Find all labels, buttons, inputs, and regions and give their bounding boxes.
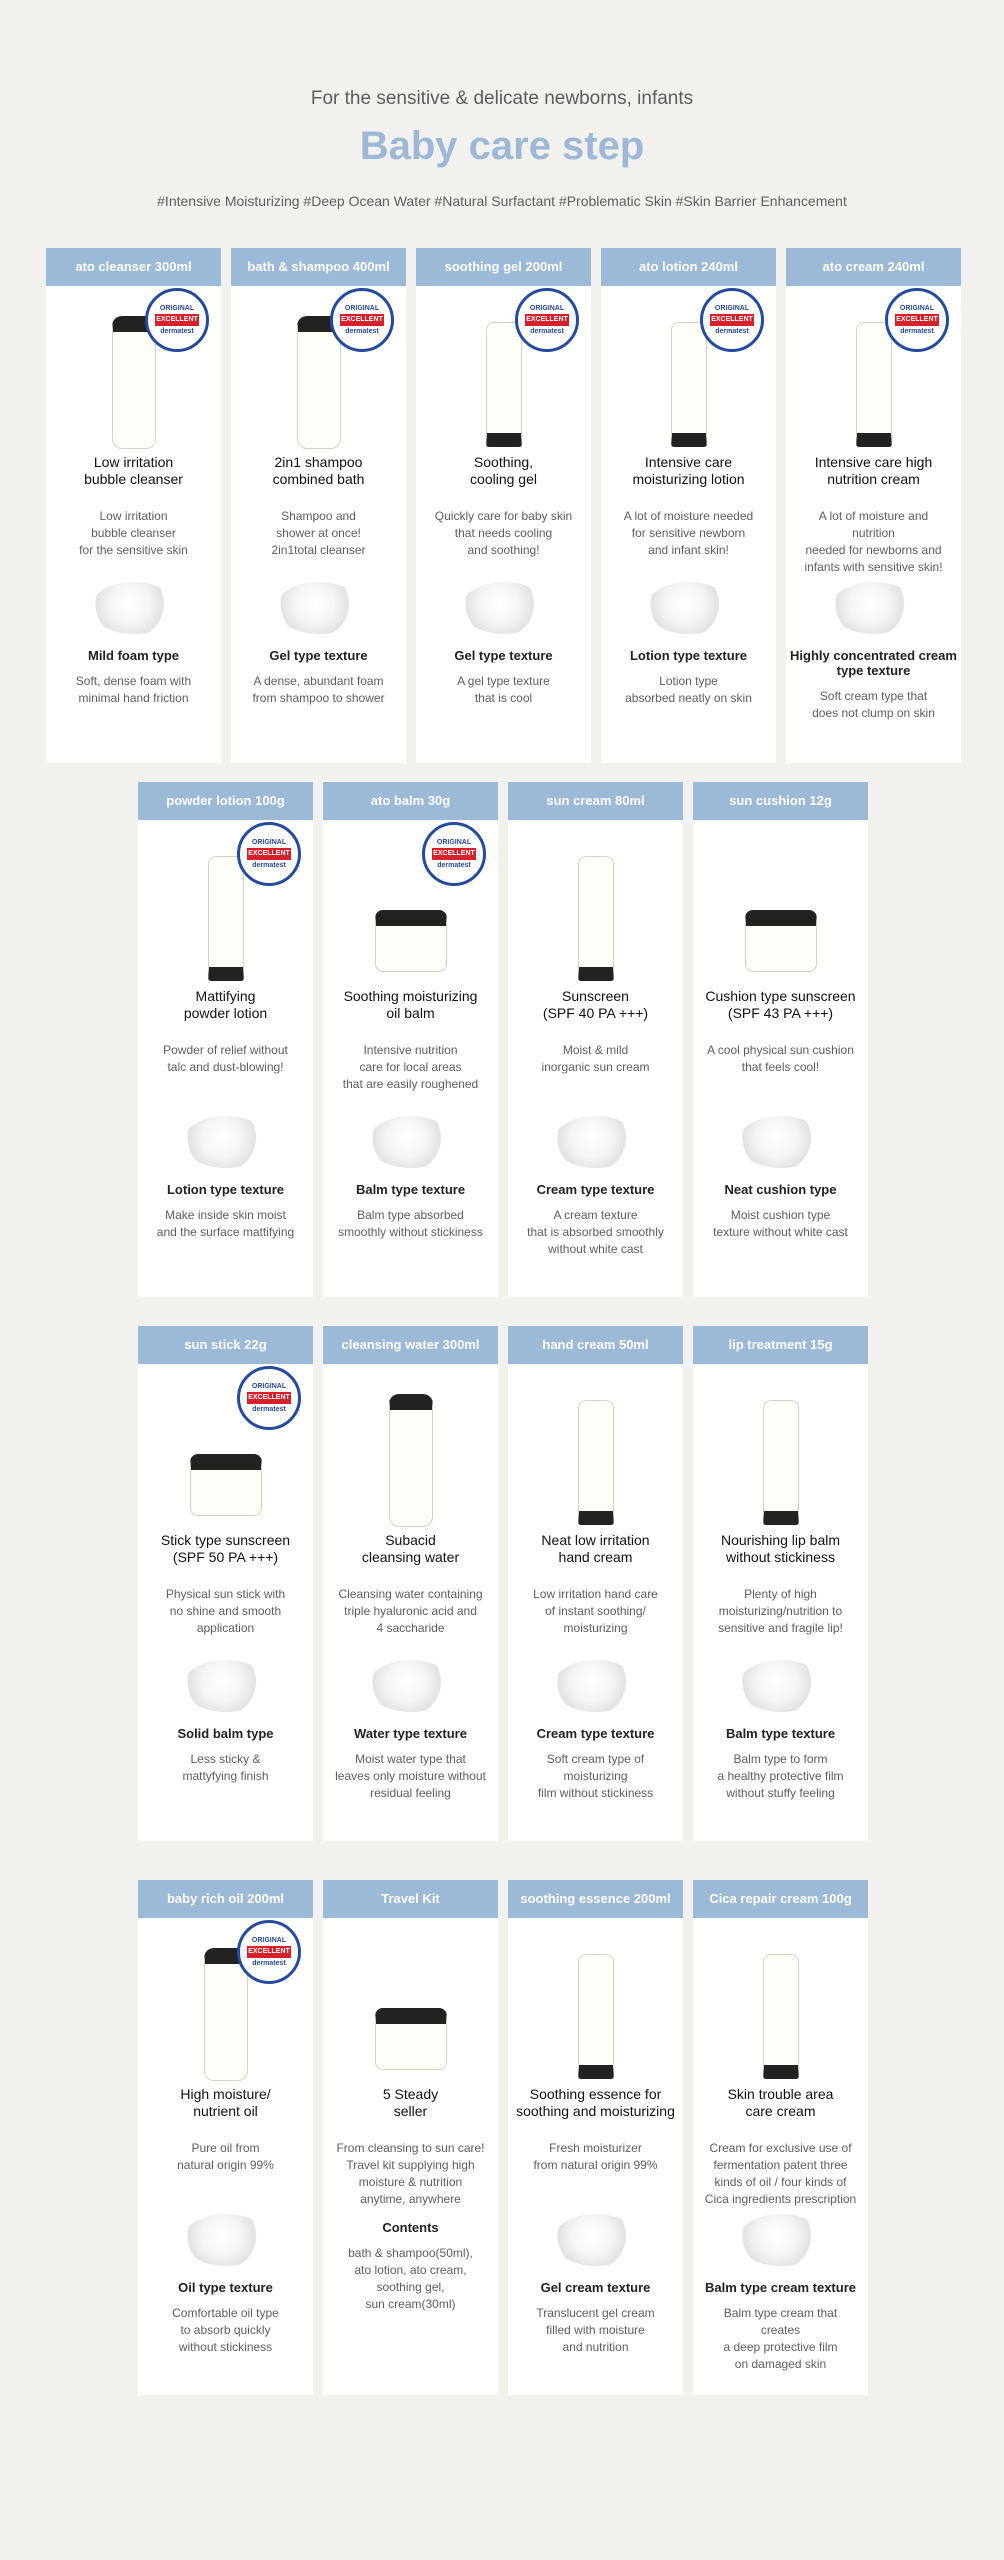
product-image — [138, 828, 313, 978]
product-image — [508, 1372, 683, 1522]
texture-name: Gel type texture — [454, 648, 553, 663]
badge-middle: EXCELLENT — [432, 848, 476, 860]
product-name: Stick type sunscreen (SPF 50 PA +++) — [160, 1532, 291, 1565]
dermatest-badge-icon — [330, 288, 394, 352]
product-label: ato balm 30g — [323, 782, 498, 820]
texture-name: Cream type texture — [536, 1182, 655, 1197]
texture-description: Balm type cream that creates a deep protective film on damaged skin — [723, 2306, 838, 2371]
product-card — [138, 1880, 313, 2395]
texture-name: Neat cushion type — [724, 1182, 837, 1197]
product-label: ato cleanser 300ml — [46, 248, 221, 286]
product-label: sun cushion 12g — [693, 782, 868, 820]
product-description: Cleansing water containing triple hyaluronic acid and 4 saccharide — [338, 1587, 483, 1635]
product-label: ato cream 240ml — [786, 248, 961, 286]
texture-swatch-icon — [553, 1660, 639, 1712]
badge-middle: EXCELLENT — [247, 1946, 291, 1958]
product-image — [693, 1926, 868, 2076]
product-image — [693, 828, 868, 978]
product-card — [508, 1880, 683, 2395]
product-card — [508, 782, 683, 1297]
header-tags: #Intensive Moisturizing #Deep Ocean Water #Natural Surfactant #Problematic Skin #Skin Barrier Enhancement — [157, 193, 847, 209]
product-name: 2in1 shampoo combined bath — [272, 454, 365, 487]
product-image — [693, 1372, 868, 1522]
product-description: Cream for exclusive use of fermentation patent three kinds of oil / four kinds of Cica ingredients prescription — [704, 2141, 857, 2206]
dermatest-badge-icon — [237, 1366, 301, 1430]
product-description: From cleansing to sun care! Travel kit supplying high moisture & nutrition anytime, anywhere — [336, 2141, 485, 2206]
product-bottle-icon — [389, 1394, 433, 1527]
texture-name: Gel cream texture — [540, 2280, 651, 2295]
header-title: Baby care step — [359, 124, 645, 168]
product-row-3 — [138, 1326, 868, 1841]
texture-swatch-icon — [738, 1116, 824, 1168]
texture-name: Lotion type texture — [629, 648, 747, 663]
texture-swatch-icon — [183, 2214, 269, 2266]
product-label: cleansing water 300ml — [323, 1326, 498, 1364]
product-card — [323, 1326, 498, 1841]
badge-top: ORIGINAL — [251, 1937, 287, 1944]
product-card — [323, 782, 498, 1297]
texture-swatch-icon — [368, 1116, 454, 1168]
product-tube-icon — [208, 856, 244, 981]
product-tube-icon — [671, 322, 707, 447]
product-description: Shampoo and shower at once! 2in1total cleanser — [271, 509, 366, 557]
product-image — [323, 1372, 498, 1522]
product-description: Quickly care for baby skin that needs cooling and soothing! — [434, 509, 573, 557]
badge-top: ORIGINAL — [344, 305, 380, 312]
texture-swatch-icon — [91, 582, 177, 634]
texture-description: Soft cream type that does not clump on skin — [812, 689, 935, 720]
texture-name: Balm type cream texture — [704, 2280, 856, 2295]
texture-name: Mild foam type — [87, 648, 179, 663]
header-subtitle: For the sensitive & delicate newborns, infants — [310, 88, 694, 109]
product-description: Intensive nutrition care for local areas that are easily roughened — [342, 1043, 479, 1091]
product-name: Intensive care high nutrition cream — [814, 454, 933, 487]
texture-description: Lotion type absorbed neatly on skin — [625, 674, 752, 705]
kit-contents-list: bath & shampoo(50ml), ato lotion, ato cream, soothing gel, sun cream(30ml) — [348, 2246, 473, 2311]
product-card — [508, 1326, 683, 1841]
texture-description: Soft cream type of moisturizing film without stickiness — [537, 1752, 654, 1800]
product-card — [231, 248, 406, 763]
product-card — [601, 248, 776, 763]
texture-description: Comfortable oil type to absorb quickly without stickiness — [172, 2306, 279, 2354]
texture-description: A cream texture that is absorbed smoothly without white cast — [527, 1208, 664, 1256]
product-card — [416, 248, 591, 763]
product-description: A cool physical sun cushion that feels cool! — [707, 1043, 854, 1074]
product-stick-icon — [190, 1454, 262, 1516]
badge-top: ORIGINAL — [714, 305, 750, 312]
product-tube-icon — [578, 1400, 614, 1525]
texture-description: Make inside skin moist and the surface mattifying — [156, 1208, 295, 1239]
product-image — [508, 1926, 683, 2076]
product-card — [693, 1326, 868, 1841]
product-image — [786, 294, 961, 444]
badge-middle: EXCELLENT — [525, 314, 569, 326]
badge-top: ORIGINAL — [251, 1383, 287, 1390]
product-row-1 — [46, 248, 961, 763]
dermatest-badge-icon — [700, 288, 764, 352]
product-card — [323, 1880, 498, 2395]
product-image — [601, 294, 776, 444]
texture-description: Balm type absorbed smoothly without stickiness — [338, 1208, 483, 1239]
badge-top: ORIGINAL — [899, 305, 935, 312]
texture-swatch-icon — [368, 1660, 454, 1712]
dermatest-badge-icon — [145, 288, 209, 352]
texture-description: Translucent gel cream filled with moisture and nutrition — [536, 2306, 655, 2354]
texture-name: Highly concentrated cream type texture — [790, 648, 957, 678]
product-card — [786, 248, 961, 763]
texture-swatch-icon — [183, 1660, 269, 1712]
product-card — [138, 1326, 313, 1841]
texture-description: Soft, dense foam with minimal hand friction — [75, 674, 192, 705]
dermatest-badge-icon — [885, 288, 949, 352]
badge-bottom: dermatest — [530, 328, 564, 335]
product-name: Soothing essence for soothing and moisturizing — [516, 2086, 675, 2119]
product-tube-icon — [578, 1954, 614, 2079]
badge-middle: EXCELLENT — [895, 314, 939, 326]
product-label: lip treatment 15g — [693, 1326, 868, 1364]
product-jar-icon — [375, 910, 447, 972]
dermatest-badge-icon — [237, 1920, 301, 1984]
texture-description: Moist water type that leaves only moisture without residual feeling — [335, 1752, 486, 1800]
product-image — [508, 828, 683, 978]
product-label: hand cream 50ml — [508, 1326, 683, 1364]
texture-swatch-icon — [461, 582, 547, 634]
badge-top: ORIGINAL — [159, 305, 195, 312]
product-tube-icon — [856, 322, 892, 447]
badge-bottom: dermatest — [345, 328, 379, 335]
product-card — [693, 782, 868, 1297]
product-label: ato lotion 240ml — [601, 248, 776, 286]
product-card — [46, 248, 221, 763]
product-description: A lot of moisture and nutrition needed for newborns and infants with sensitive skin! — [804, 509, 943, 574]
product-image — [323, 828, 498, 978]
badge-middle: EXCELLENT — [340, 314, 384, 326]
badge-bottom: dermatest — [900, 328, 934, 335]
texture-swatch-icon — [738, 2214, 824, 2266]
product-image — [138, 1372, 313, 1522]
product-description: Pure oil from natural origin 99% — [177, 2141, 274, 2172]
product-description: Plenty of high moisturizing/nutrition to sensitive and fragile lip! — [718, 1587, 843, 1635]
product-label: sun cream 80ml — [508, 782, 683, 820]
product-label: baby rich oil 200ml — [138, 1880, 313, 1918]
product-name: Soothing, cooling gel — [470, 454, 537, 487]
badge-bottom: dermatest — [160, 328, 194, 335]
badge-bottom: dermatest — [437, 862, 471, 869]
product-image — [46, 294, 221, 444]
product-description: Moist & mild inorganic sun cream — [541, 1043, 650, 1074]
product-label: Travel Kit — [323, 1880, 498, 1918]
texture-name: Solid balm type — [177, 1726, 274, 1741]
product-jar-icon — [745, 910, 817, 972]
texture-description: Less sticky & mattyfying finish — [182, 1752, 269, 1783]
dermatest-badge-icon — [422, 822, 486, 886]
product-image — [138, 1926, 313, 2076]
badge-bottom: dermatest — [252, 862, 286, 869]
dermatest-badge-icon — [237, 822, 301, 886]
travel-kit-pouch-icon — [375, 2008, 447, 2070]
product-label: sun stick 22g — [138, 1326, 313, 1364]
texture-swatch-icon — [831, 582, 917, 634]
product-description: Low irritation bubble cleanser for the sensitive skin — [79, 509, 188, 557]
badge-top: ORIGINAL — [251, 839, 287, 846]
product-label: soothing essence 200ml — [508, 1880, 683, 1918]
product-label: soothing gel 200ml — [416, 248, 591, 286]
badge-middle: EXCELLENT — [247, 848, 291, 860]
texture-description: Balm type to form a healthy protective film without stuffy feeling — [717, 1752, 844, 1800]
texture-description: A gel type texture that is cool — [457, 674, 550, 705]
texture-name: Lotion type texture — [166, 1182, 284, 1197]
dermatest-badge-icon — [515, 288, 579, 352]
product-name: Neat low irritation hand cream — [541, 1532, 650, 1565]
product-name: Subacid cleansing water — [361, 1532, 460, 1565]
product-name: Sunscreen (SPF 40 PA +++) — [542, 988, 649, 1021]
product-name: Cushion type sunscreen (SPF 43 PA +++) — [705, 988, 856, 1021]
texture-name: Balm type texture — [355, 1182, 466, 1197]
texture-name: Water type texture — [354, 1726, 467, 1741]
badge-bottom: dermatest — [252, 1960, 286, 1967]
product-name: 5 Steady seller — [382, 2086, 439, 2119]
product-description: Physical sun stick with no shine and smooth application — [165, 1587, 286, 1635]
product-tube-icon — [763, 1954, 799, 2079]
texture-swatch-icon — [183, 1116, 269, 1168]
texture-description: A dense, abundant foam from shampoo to shower — [252, 674, 385, 705]
texture-name: Cream type texture — [536, 1726, 655, 1741]
texture-name: Oil type texture — [178, 2280, 273, 2295]
product-description: Fresh moisturizer from natural origin 99% — [533, 2141, 658, 2172]
product-description: Low irritation hand care of instant soothing/ moisturizing — [533, 1587, 658, 1635]
product-name: Nourishing lip balm without stickiness — [720, 1532, 841, 1565]
badge-middle: EXCELLENT — [247, 1392, 291, 1404]
product-row-2 — [138, 782, 868, 1297]
product-name: Mattifying powder lotion — [183, 988, 268, 1021]
product-tube-icon — [578, 856, 614, 981]
page-header — [0, 0, 1004, 209]
badge-middle: EXCELLENT — [155, 314, 199, 326]
product-image — [416, 294, 591, 444]
product-image — [231, 294, 406, 444]
texture-swatch-icon — [553, 2214, 639, 2266]
texture-swatch-icon — [646, 582, 732, 634]
product-card — [693, 1880, 868, 2395]
badge-bottom: dermatest — [252, 1406, 286, 1413]
texture-description: Moist cushion type texture without white cast — [713, 1208, 848, 1239]
product-label: bath & shampoo 400ml — [231, 248, 406, 286]
texture-name: Gel type texture — [269, 648, 368, 663]
product-name: Low irritation bubble cleanser — [84, 454, 183, 487]
product-row-4 — [138, 1880, 868, 2395]
product-tube-icon — [763, 1400, 799, 1525]
product-label: powder lotion 100g — [138, 782, 313, 820]
product-label: Cica repair cream 100g — [693, 1880, 868, 1918]
badge-top: ORIGINAL — [529, 305, 565, 312]
product-name: Soothing moisturizing oil balm — [343, 988, 478, 1021]
product-name: Intensive care moisturizing lotion — [632, 454, 745, 487]
product-name: Skin trouble area care cream — [727, 2086, 834, 2119]
badge-top: ORIGINAL — [436, 839, 472, 846]
product-description: Powder of relief without talc and dust-blowing! — [163, 1043, 288, 1074]
texture-swatch-icon — [276, 582, 362, 634]
product-name: High moisture/ nutrient oil — [180, 2086, 271, 2119]
product-description: A lot of moisture needed for sensitive newborn and infant skin! — [623, 509, 754, 557]
texture-name: Balm type texture — [725, 1726, 836, 1741]
badge-bottom: dermatest — [715, 328, 749, 335]
badge-middle: EXCELLENT — [710, 314, 754, 326]
kit-contents-title: Contents — [382, 2220, 439, 2235]
product-image — [323, 1926, 498, 2076]
product-tube-icon — [486, 322, 522, 447]
product-card — [138, 782, 313, 1297]
texture-swatch-icon — [738, 1660, 824, 1712]
texture-swatch-icon — [553, 1116, 639, 1168]
